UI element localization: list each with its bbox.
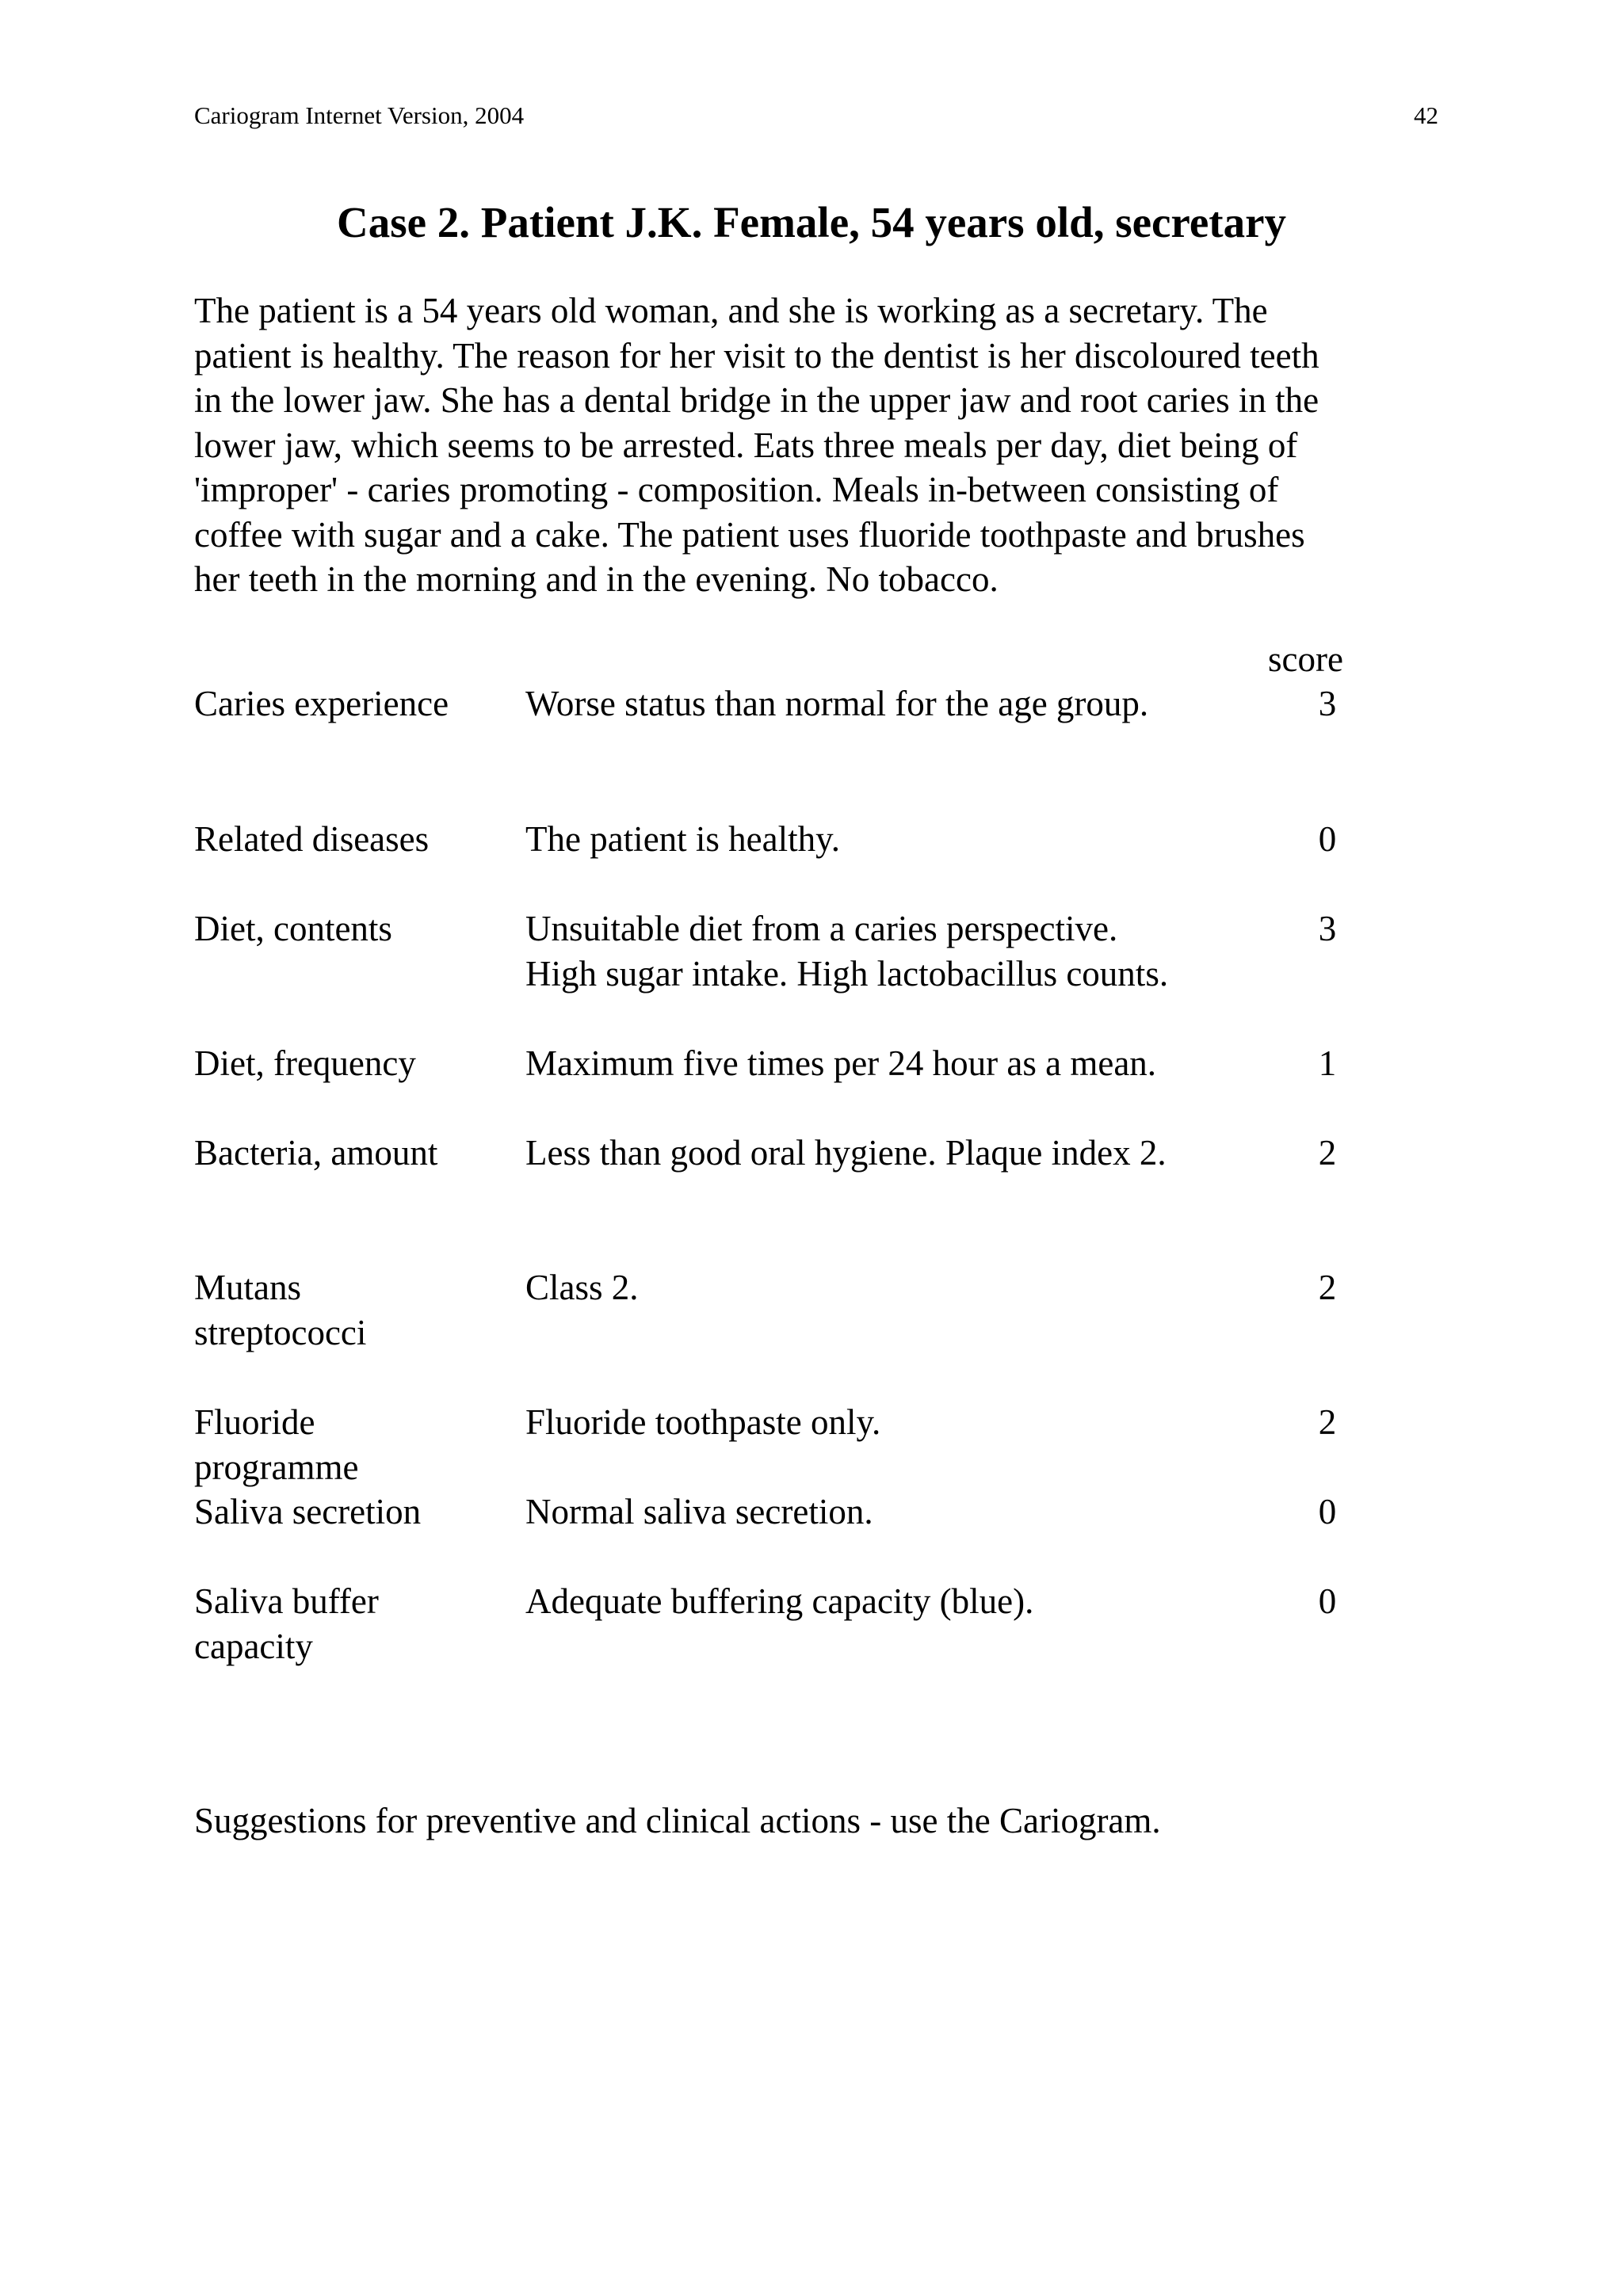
factor-label: Diet, frequency	[194, 1043, 416, 1083]
factor-label: Saliva secretion	[194, 1492, 422, 1531]
case-description-line: The patient is a 54 years old woman, and she is working as a secretary. The	[194, 291, 1268, 330]
case-description-line: her teeth in the morning and in the evening. No tobacco.	[194, 559, 999, 599]
factor-score: 2	[1318, 1133, 1337, 1173]
case-title: Case 2. Patient J.K. Female, 54 years old, secretary	[337, 198, 1286, 246]
case-description-line: patient is healthy. The reason for her visit to the dentist is her discoloured teeth	[194, 335, 1319, 376]
factor-score: 2	[1318, 1268, 1337, 1307]
factor-label: Fluoride programme	[194, 1402, 359, 1487]
factor-description: Fluoride toothpaste only.	[525, 1402, 881, 1442]
factor-score: 0	[1318, 819, 1337, 859]
factor-label: Diet, contents	[194, 909, 392, 948]
factor-score: 0	[1318, 1581, 1337, 1621]
case-description-line: in the lower jaw. She has a dental bridge in the upper jaw and root caries in the	[194, 380, 1319, 420]
score-column-header: score	[1268, 639, 1343, 679]
case-description-line: lower jaw, which seems to be arrested. Eats three meals per day, diet being of	[194, 425, 1298, 465]
factor-label: Saliva buffer capacity	[194, 1581, 379, 1666]
factor-description: Adequate buffering capacity (blue).	[525, 1581, 1034, 1621]
case-description-line: coffee with sugar and a cake. The patient uses fluoride toothpaste and brushes	[194, 514, 1305, 555]
factor-score: 1	[1318, 1043, 1337, 1083]
factor-score: 3	[1318, 684, 1337, 723]
running-header: Cariogram Internet Version, 2004	[194, 101, 525, 129]
factor-description: Normal saliva secretion.	[525, 1492, 873, 1531]
case-description	[194, 288, 1446, 602]
factor-score: 2	[1318, 1402, 1337, 1442]
case-description-line: 'improper' - caries promoting - composition. Meals in-between consisting of	[194, 470, 1279, 509]
page-number: 42	[1414, 101, 1438, 129]
factor-description: Less than good oral hygiene. Plaque index 2.	[525, 1133, 1167, 1173]
factor-score: 0	[1318, 1492, 1337, 1531]
suggestions-note: Suggestions for preventive and clinical actions - use the Cariogram.	[194, 1801, 1161, 1840]
factor-description: Unsuitable diet from a caries perspective. High sugar intake. High lactobacillus counts.	[525, 909, 1169, 994]
factor-label: Related diseases	[194, 819, 430, 859]
factor-score: 3	[1318, 909, 1337, 948]
factor-description: The patient is healthy.	[525, 819, 840, 859]
page-header	[194, 98, 1438, 133]
factor-label: Bacteria, amount	[194, 1133, 438, 1173]
factor-description: Class 2.	[525, 1268, 639, 1307]
factor-description: Worse status than normal for the age group.	[525, 684, 1149, 723]
factor-description: Maximum five times per 24 hour as a mean.	[525, 1043, 1157, 1083]
factor-label: Mutans streptococci	[194, 1268, 367, 1352]
factor-label: Caries experience	[194, 684, 449, 723]
